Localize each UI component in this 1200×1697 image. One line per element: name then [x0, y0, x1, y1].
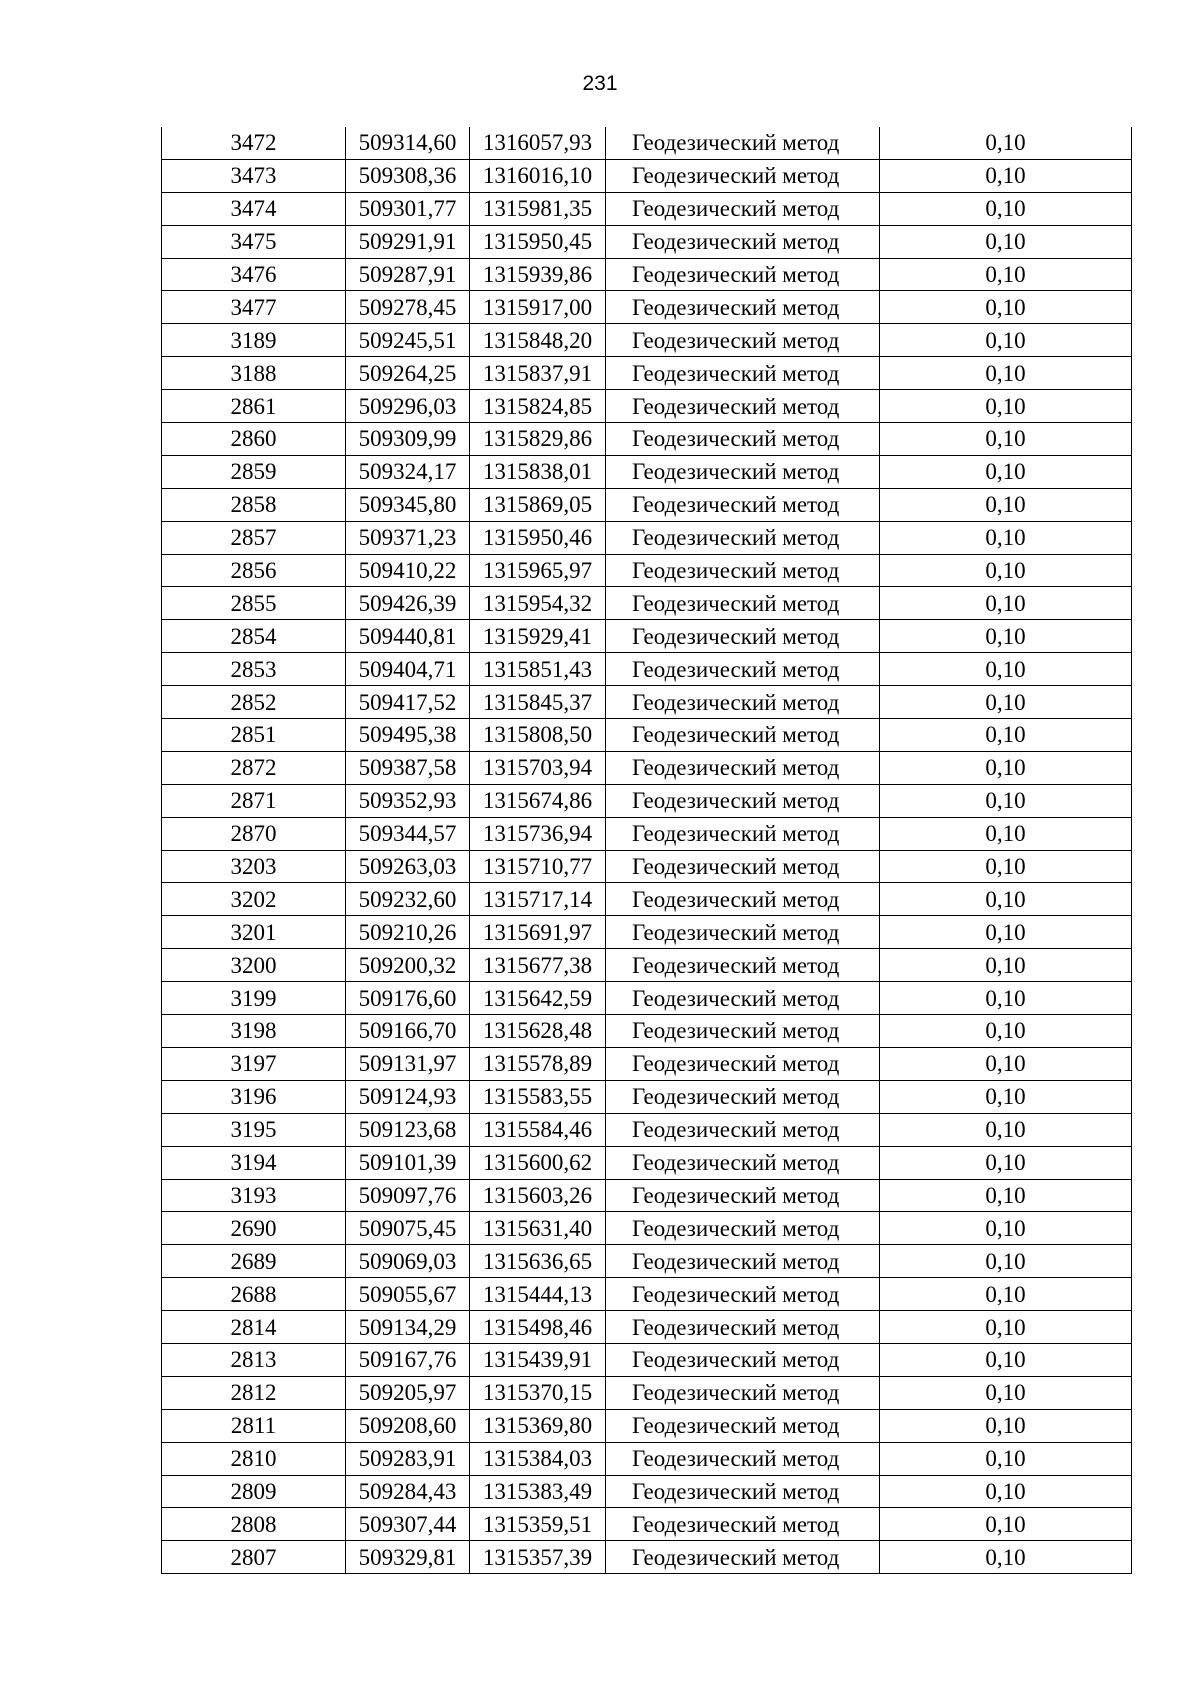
- y-coordinate-cell: 1315939,86: [470, 258, 606, 291]
- x-coordinate-cell: 509208,60: [346, 1409, 470, 1442]
- method-cell: Геодезический метод: [606, 1047, 880, 1080]
- method-cell: Геодезический метод: [606, 192, 880, 225]
- point-number-cell: 3199: [162, 982, 346, 1015]
- table-row: [162, 1245, 1132, 1278]
- y-coordinate-cell: 1315600,62: [470, 1146, 606, 1179]
- x-coordinate-cell: 509371,23: [346, 521, 470, 554]
- x-coordinate-cell: 509426,39: [346, 587, 470, 620]
- table-row: [162, 1343, 1132, 1376]
- y-coordinate-cell: 1315845,37: [470, 686, 606, 719]
- point-number-cell: 2858: [162, 488, 346, 521]
- x-coordinate-cell: 509440,81: [346, 620, 470, 653]
- x-coordinate-cell: 509287,91: [346, 258, 470, 291]
- method-cell: Геодезический метод: [606, 521, 880, 554]
- accuracy-cell: 0,10: [880, 1113, 1132, 1146]
- accuracy-cell: 0,10: [880, 751, 1132, 784]
- x-coordinate-cell: 509301,77: [346, 192, 470, 225]
- table-row: [162, 225, 1132, 258]
- x-coordinate-cell: 509205,97: [346, 1376, 470, 1409]
- table-row: [162, 521, 1132, 554]
- point-number-cell: 3201: [162, 916, 346, 949]
- table-row: [162, 390, 1132, 423]
- table-row: [162, 686, 1132, 719]
- method-cell: Геодезический метод: [606, 686, 880, 719]
- point-number-cell: 2852: [162, 686, 346, 719]
- method-cell: Геодезический метод: [606, 1278, 880, 1311]
- table-row: [162, 1179, 1132, 1212]
- table-row: [162, 784, 1132, 817]
- accuracy-cell: 0,10: [880, 127, 1132, 159]
- point-number-cell: 2809: [162, 1475, 346, 1508]
- table-row: [162, 1508, 1132, 1541]
- y-coordinate-cell: 1315677,38: [470, 949, 606, 982]
- point-number-cell: 3200: [162, 949, 346, 982]
- x-coordinate-cell: 509417,52: [346, 686, 470, 719]
- point-number-cell: 2859: [162, 455, 346, 488]
- table-row: [162, 1080, 1132, 1113]
- table-row: [162, 1047, 1132, 1080]
- method-cell: Геодезический метод: [606, 1311, 880, 1344]
- x-coordinate-cell: 509278,45: [346, 291, 470, 324]
- point-number-cell: 2812: [162, 1376, 346, 1409]
- y-coordinate-cell: 1315444,13: [470, 1278, 606, 1311]
- point-number-cell: 2871: [162, 784, 346, 817]
- accuracy-cell: 0,10: [880, 1146, 1132, 1179]
- accuracy-cell: 0,10: [880, 620, 1132, 653]
- table-row: [162, 192, 1132, 225]
- y-coordinate-cell: 1316057,93: [470, 127, 606, 159]
- table-row: [162, 850, 1132, 883]
- accuracy-cell: 0,10: [880, 423, 1132, 456]
- x-coordinate-cell: 509166,70: [346, 1015, 470, 1048]
- point-number-cell: 3202: [162, 883, 346, 916]
- y-coordinate-cell: 1315954,32: [470, 587, 606, 620]
- coordinates-table-body: [162, 127, 1132, 1574]
- y-coordinate-cell: 1315584,46: [470, 1113, 606, 1146]
- table-row: [162, 258, 1132, 291]
- y-coordinate-cell: 1315636,65: [470, 1245, 606, 1278]
- method-cell: Геодезический метод: [606, 423, 880, 456]
- point-number-cell: 2811: [162, 1409, 346, 1442]
- point-number-cell: 3475: [162, 225, 346, 258]
- point-number-cell: 2861: [162, 390, 346, 423]
- point-number-cell: 2857: [162, 521, 346, 554]
- point-number-cell: 2855: [162, 587, 346, 620]
- accuracy-cell: 0,10: [880, 784, 1132, 817]
- method-cell: Геодезический метод: [606, 1245, 880, 1278]
- y-coordinate-cell: 1315929,41: [470, 620, 606, 653]
- accuracy-cell: 0,10: [880, 1409, 1132, 1442]
- point-number-cell: 3473: [162, 159, 346, 192]
- x-coordinate-cell: 509263,03: [346, 850, 470, 883]
- point-number-cell: 2810: [162, 1442, 346, 1475]
- method-cell: Геодезический метод: [606, 225, 880, 258]
- y-coordinate-cell: 1315710,77: [470, 850, 606, 883]
- table-row: [162, 488, 1132, 521]
- table-row: [162, 1212, 1132, 1245]
- x-coordinate-cell: 509345,80: [346, 488, 470, 521]
- accuracy-cell: 0,10: [880, 357, 1132, 390]
- y-coordinate-cell: 1315851,43: [470, 653, 606, 686]
- point-number-cell: 2854: [162, 620, 346, 653]
- table-row: [162, 883, 1132, 916]
- y-coordinate-cell: 1315498,46: [470, 1311, 606, 1344]
- accuracy-cell: 0,10: [880, 1508, 1132, 1541]
- point-number-cell: 2851: [162, 719, 346, 752]
- x-coordinate-cell: 509284,43: [346, 1475, 470, 1508]
- point-number-cell: 3474: [162, 192, 346, 225]
- table-row: [162, 1015, 1132, 1048]
- point-number-cell: 2813: [162, 1343, 346, 1376]
- method-cell: Геодезический метод: [606, 784, 880, 817]
- x-coordinate-cell: 509309,99: [346, 423, 470, 456]
- coordinates-table: [161, 127, 1132, 1574]
- method-cell: Геодезический метод: [606, 1475, 880, 1508]
- x-coordinate-cell: 509387,58: [346, 751, 470, 784]
- accuracy-cell: 0,10: [880, 324, 1132, 357]
- method-cell: Геодезический метод: [606, 916, 880, 949]
- point-number-cell: 3188: [162, 357, 346, 390]
- accuracy-cell: 0,10: [880, 719, 1132, 752]
- method-cell: Геодезический метод: [606, 357, 880, 390]
- method-cell: Геодезический метод: [606, 1179, 880, 1212]
- point-number-cell: 2856: [162, 554, 346, 587]
- x-coordinate-cell: 509210,26: [346, 916, 470, 949]
- table-row: [162, 159, 1132, 192]
- method-cell: Геодезический метод: [606, 1409, 880, 1442]
- table-row: [162, 455, 1132, 488]
- table-row: [162, 751, 1132, 784]
- table-row: [162, 1409, 1132, 1442]
- table-row: [162, 817, 1132, 850]
- accuracy-cell: 0,10: [880, 258, 1132, 291]
- accuracy-cell: 0,10: [880, 1278, 1132, 1311]
- point-number-cell: 3194: [162, 1146, 346, 1179]
- method-cell: Геодезический метод: [606, 1376, 880, 1409]
- accuracy-cell: 0,10: [880, 1015, 1132, 1048]
- x-coordinate-cell: 509176,60: [346, 982, 470, 1015]
- method-cell: Геодезический метод: [606, 1212, 880, 1245]
- table-row: [162, 1376, 1132, 1409]
- x-coordinate-cell: 509296,03: [346, 390, 470, 423]
- method-cell: Геодезический метод: [606, 455, 880, 488]
- y-coordinate-cell: 1315869,05: [470, 488, 606, 521]
- y-coordinate-cell: 1315357,39: [470, 1541, 606, 1574]
- point-number-cell: 2860: [162, 423, 346, 456]
- method-cell: Геодезический метод: [606, 817, 880, 850]
- table-row: [162, 1113, 1132, 1146]
- y-coordinate-cell: 1315965,97: [470, 554, 606, 587]
- accuracy-cell: 0,10: [880, 390, 1132, 423]
- point-number-cell: 2808: [162, 1508, 346, 1541]
- x-coordinate-cell: 509307,44: [346, 1508, 470, 1541]
- accuracy-cell: 0,10: [880, 159, 1132, 192]
- x-coordinate-cell: 509344,57: [346, 817, 470, 850]
- table-row: [162, 554, 1132, 587]
- x-coordinate-cell: 509245,51: [346, 324, 470, 357]
- y-coordinate-cell: 1315838,01: [470, 455, 606, 488]
- point-number-cell: 3196: [162, 1080, 346, 1113]
- y-coordinate-cell: 1315829,86: [470, 423, 606, 456]
- y-coordinate-cell: 1315691,97: [470, 916, 606, 949]
- y-coordinate-cell: 1315578,89: [470, 1047, 606, 1080]
- x-coordinate-cell: 509324,17: [346, 455, 470, 488]
- table-row: [162, 127, 1132, 159]
- y-coordinate-cell: 1315603,26: [470, 1179, 606, 1212]
- method-cell: Геодезический метод: [606, 1541, 880, 1574]
- y-coordinate-cell: 1315674,86: [470, 784, 606, 817]
- method-cell: Геодезический метод: [606, 554, 880, 587]
- method-cell: Геодезический метод: [606, 1508, 880, 1541]
- point-number-cell: 2689: [162, 1245, 346, 1278]
- method-cell: Геодезический метод: [606, 850, 880, 883]
- accuracy-cell: 0,10: [880, 686, 1132, 719]
- accuracy-cell: 0,10: [880, 1541, 1132, 1574]
- accuracy-cell: 0,10: [880, 225, 1132, 258]
- point-number-cell: 3195: [162, 1113, 346, 1146]
- table-row: [162, 1541, 1132, 1574]
- accuracy-cell: 0,10: [880, 521, 1132, 554]
- x-coordinate-cell: 509264,25: [346, 357, 470, 390]
- table-row: [162, 719, 1132, 752]
- point-number-cell: 2872: [162, 751, 346, 784]
- method-cell: Геодезический метод: [606, 390, 880, 423]
- method-cell: Геодезический метод: [606, 291, 880, 324]
- table-row: [162, 291, 1132, 324]
- x-coordinate-cell: 509124,93: [346, 1080, 470, 1113]
- table-row: [162, 1278, 1132, 1311]
- accuracy-cell: 0,10: [880, 488, 1132, 521]
- accuracy-cell: 0,10: [880, 1311, 1132, 1344]
- point-number-cell: 3472: [162, 127, 346, 159]
- accuracy-cell: 0,10: [880, 554, 1132, 587]
- accuracy-cell: 0,10: [880, 817, 1132, 850]
- accuracy-cell: 0,10: [880, 1080, 1132, 1113]
- method-cell: Геодезический метод: [606, 982, 880, 1015]
- table-row: [162, 653, 1132, 686]
- accuracy-cell: 0,10: [880, 1212, 1132, 1245]
- x-coordinate-cell: 509291,91: [346, 225, 470, 258]
- point-number-cell: 3198: [162, 1015, 346, 1048]
- x-coordinate-cell: 509101,39: [346, 1146, 470, 1179]
- method-cell: Геодезический метод: [606, 719, 880, 752]
- accuracy-cell: 0,10: [880, 1475, 1132, 1508]
- method-cell: Геодезический метод: [606, 1113, 880, 1146]
- method-cell: Геодезический метод: [606, 1343, 880, 1376]
- method-cell: Геодезический метод: [606, 751, 880, 784]
- point-number-cell: 2853: [162, 653, 346, 686]
- x-coordinate-cell: 509404,71: [346, 653, 470, 686]
- y-coordinate-cell: 1315950,46: [470, 521, 606, 554]
- accuracy-cell: 0,10: [880, 982, 1132, 1015]
- accuracy-cell: 0,10: [880, 1343, 1132, 1376]
- x-coordinate-cell: 509134,29: [346, 1311, 470, 1344]
- x-coordinate-cell: 509283,91: [346, 1442, 470, 1475]
- method-cell: Геодезический метод: [606, 1015, 880, 1048]
- method-cell: Геодезический метод: [606, 159, 880, 192]
- y-coordinate-cell: 1315384,03: [470, 1442, 606, 1475]
- y-coordinate-cell: 1315703,94: [470, 751, 606, 784]
- accuracy-cell: 0,10: [880, 291, 1132, 324]
- table-row: [162, 1311, 1132, 1344]
- method-cell: Геодезический метод: [606, 488, 880, 521]
- table-row: [162, 1475, 1132, 1508]
- x-coordinate-cell: 509167,76: [346, 1343, 470, 1376]
- accuracy-cell: 0,10: [880, 1376, 1132, 1409]
- y-coordinate-cell: 1315848,20: [470, 324, 606, 357]
- method-cell: Геодезический метод: [606, 1146, 880, 1179]
- y-coordinate-cell: 1315981,35: [470, 192, 606, 225]
- y-coordinate-cell: 1315950,45: [470, 225, 606, 258]
- method-cell: Геодезический метод: [606, 324, 880, 357]
- method-cell: Геодезический метод: [606, 949, 880, 982]
- x-coordinate-cell: 509329,81: [346, 1541, 470, 1574]
- table-row: [162, 949, 1132, 982]
- y-coordinate-cell: 1315808,50: [470, 719, 606, 752]
- y-coordinate-cell: 1316016,10: [470, 159, 606, 192]
- table-row: [162, 587, 1132, 620]
- accuracy-cell: 0,10: [880, 916, 1132, 949]
- y-coordinate-cell: 1315717,14: [470, 883, 606, 916]
- accuracy-cell: 0,10: [880, 1047, 1132, 1080]
- point-number-cell: 3193: [162, 1179, 346, 1212]
- x-coordinate-cell: 509232,60: [346, 883, 470, 916]
- method-cell: Геодезический метод: [606, 1080, 880, 1113]
- point-number-cell: 2870: [162, 817, 346, 850]
- point-number-cell: 2688: [162, 1278, 346, 1311]
- y-coordinate-cell: 1315837,91: [470, 357, 606, 390]
- x-coordinate-cell: 509314,60: [346, 127, 470, 159]
- y-coordinate-cell: 1315628,48: [470, 1015, 606, 1048]
- x-coordinate-cell: 509308,36: [346, 159, 470, 192]
- y-coordinate-cell: 1315824,85: [470, 390, 606, 423]
- x-coordinate-cell: 509200,32: [346, 949, 470, 982]
- y-coordinate-cell: 1315583,55: [470, 1080, 606, 1113]
- accuracy-cell: 0,10: [880, 455, 1132, 488]
- accuracy-cell: 0,10: [880, 1442, 1132, 1475]
- table-row: [162, 916, 1132, 949]
- accuracy-cell: 0,10: [880, 949, 1132, 982]
- y-coordinate-cell: 1315439,91: [470, 1343, 606, 1376]
- x-coordinate-cell: 509123,68: [346, 1113, 470, 1146]
- method-cell: Геодезический метод: [606, 620, 880, 653]
- table-row: [162, 423, 1132, 456]
- table-row: [162, 982, 1132, 1015]
- method-cell: Геодезический метод: [606, 883, 880, 916]
- point-number-cell: 2814: [162, 1311, 346, 1344]
- point-number-cell: 3197: [162, 1047, 346, 1080]
- point-number-cell: 3477: [162, 291, 346, 324]
- y-coordinate-cell: 1315369,80: [470, 1409, 606, 1442]
- y-coordinate-cell: 1315736,94: [470, 817, 606, 850]
- accuracy-cell: 0,10: [880, 192, 1132, 225]
- accuracy-cell: 0,10: [880, 1245, 1132, 1278]
- point-number-cell: 3189: [162, 324, 346, 357]
- y-coordinate-cell: 1315359,51: [470, 1508, 606, 1541]
- x-coordinate-cell: 509352,93: [346, 784, 470, 817]
- accuracy-cell: 0,10: [880, 850, 1132, 883]
- point-number-cell: 2690: [162, 1212, 346, 1245]
- method-cell: Геодезический метод: [606, 1442, 880, 1475]
- y-coordinate-cell: 1315631,40: [470, 1212, 606, 1245]
- accuracy-cell: 0,10: [880, 653, 1132, 686]
- accuracy-cell: 0,10: [880, 883, 1132, 916]
- table-row: [162, 1442, 1132, 1475]
- x-coordinate-cell: 509069,03: [346, 1245, 470, 1278]
- x-coordinate-cell: 509075,45: [346, 1212, 470, 1245]
- point-number-cell: 2807: [162, 1541, 346, 1574]
- x-coordinate-cell: 509097,76: [346, 1179, 470, 1212]
- point-number-cell: 3476: [162, 258, 346, 291]
- y-coordinate-cell: 1315370,15: [470, 1376, 606, 1409]
- accuracy-cell: 0,10: [880, 587, 1132, 620]
- x-coordinate-cell: 509495,38: [346, 719, 470, 752]
- method-cell: Геодезический метод: [606, 653, 880, 686]
- accuracy-cell: 0,10: [880, 1179, 1132, 1212]
- y-coordinate-cell: 1315642,59: [470, 982, 606, 1015]
- point-number-cell: 3203: [162, 850, 346, 883]
- table-row: [162, 357, 1132, 390]
- table-row: [162, 1146, 1132, 1179]
- method-cell: Геодезический метод: [606, 587, 880, 620]
- table-row: [162, 324, 1132, 357]
- y-coordinate-cell: 1315383,49: [470, 1475, 606, 1508]
- page-number: 231: [582, 72, 618, 95]
- x-coordinate-cell: 509410,22: [346, 554, 470, 587]
- method-cell: Геодезический метод: [606, 258, 880, 291]
- x-coordinate-cell: 509131,97: [346, 1047, 470, 1080]
- y-coordinate-cell: 1315917,00: [470, 291, 606, 324]
- x-coordinate-cell: 509055,67: [346, 1278, 470, 1311]
- method-cell: Геодезический метод: [606, 127, 880, 159]
- table-row: [162, 620, 1132, 653]
